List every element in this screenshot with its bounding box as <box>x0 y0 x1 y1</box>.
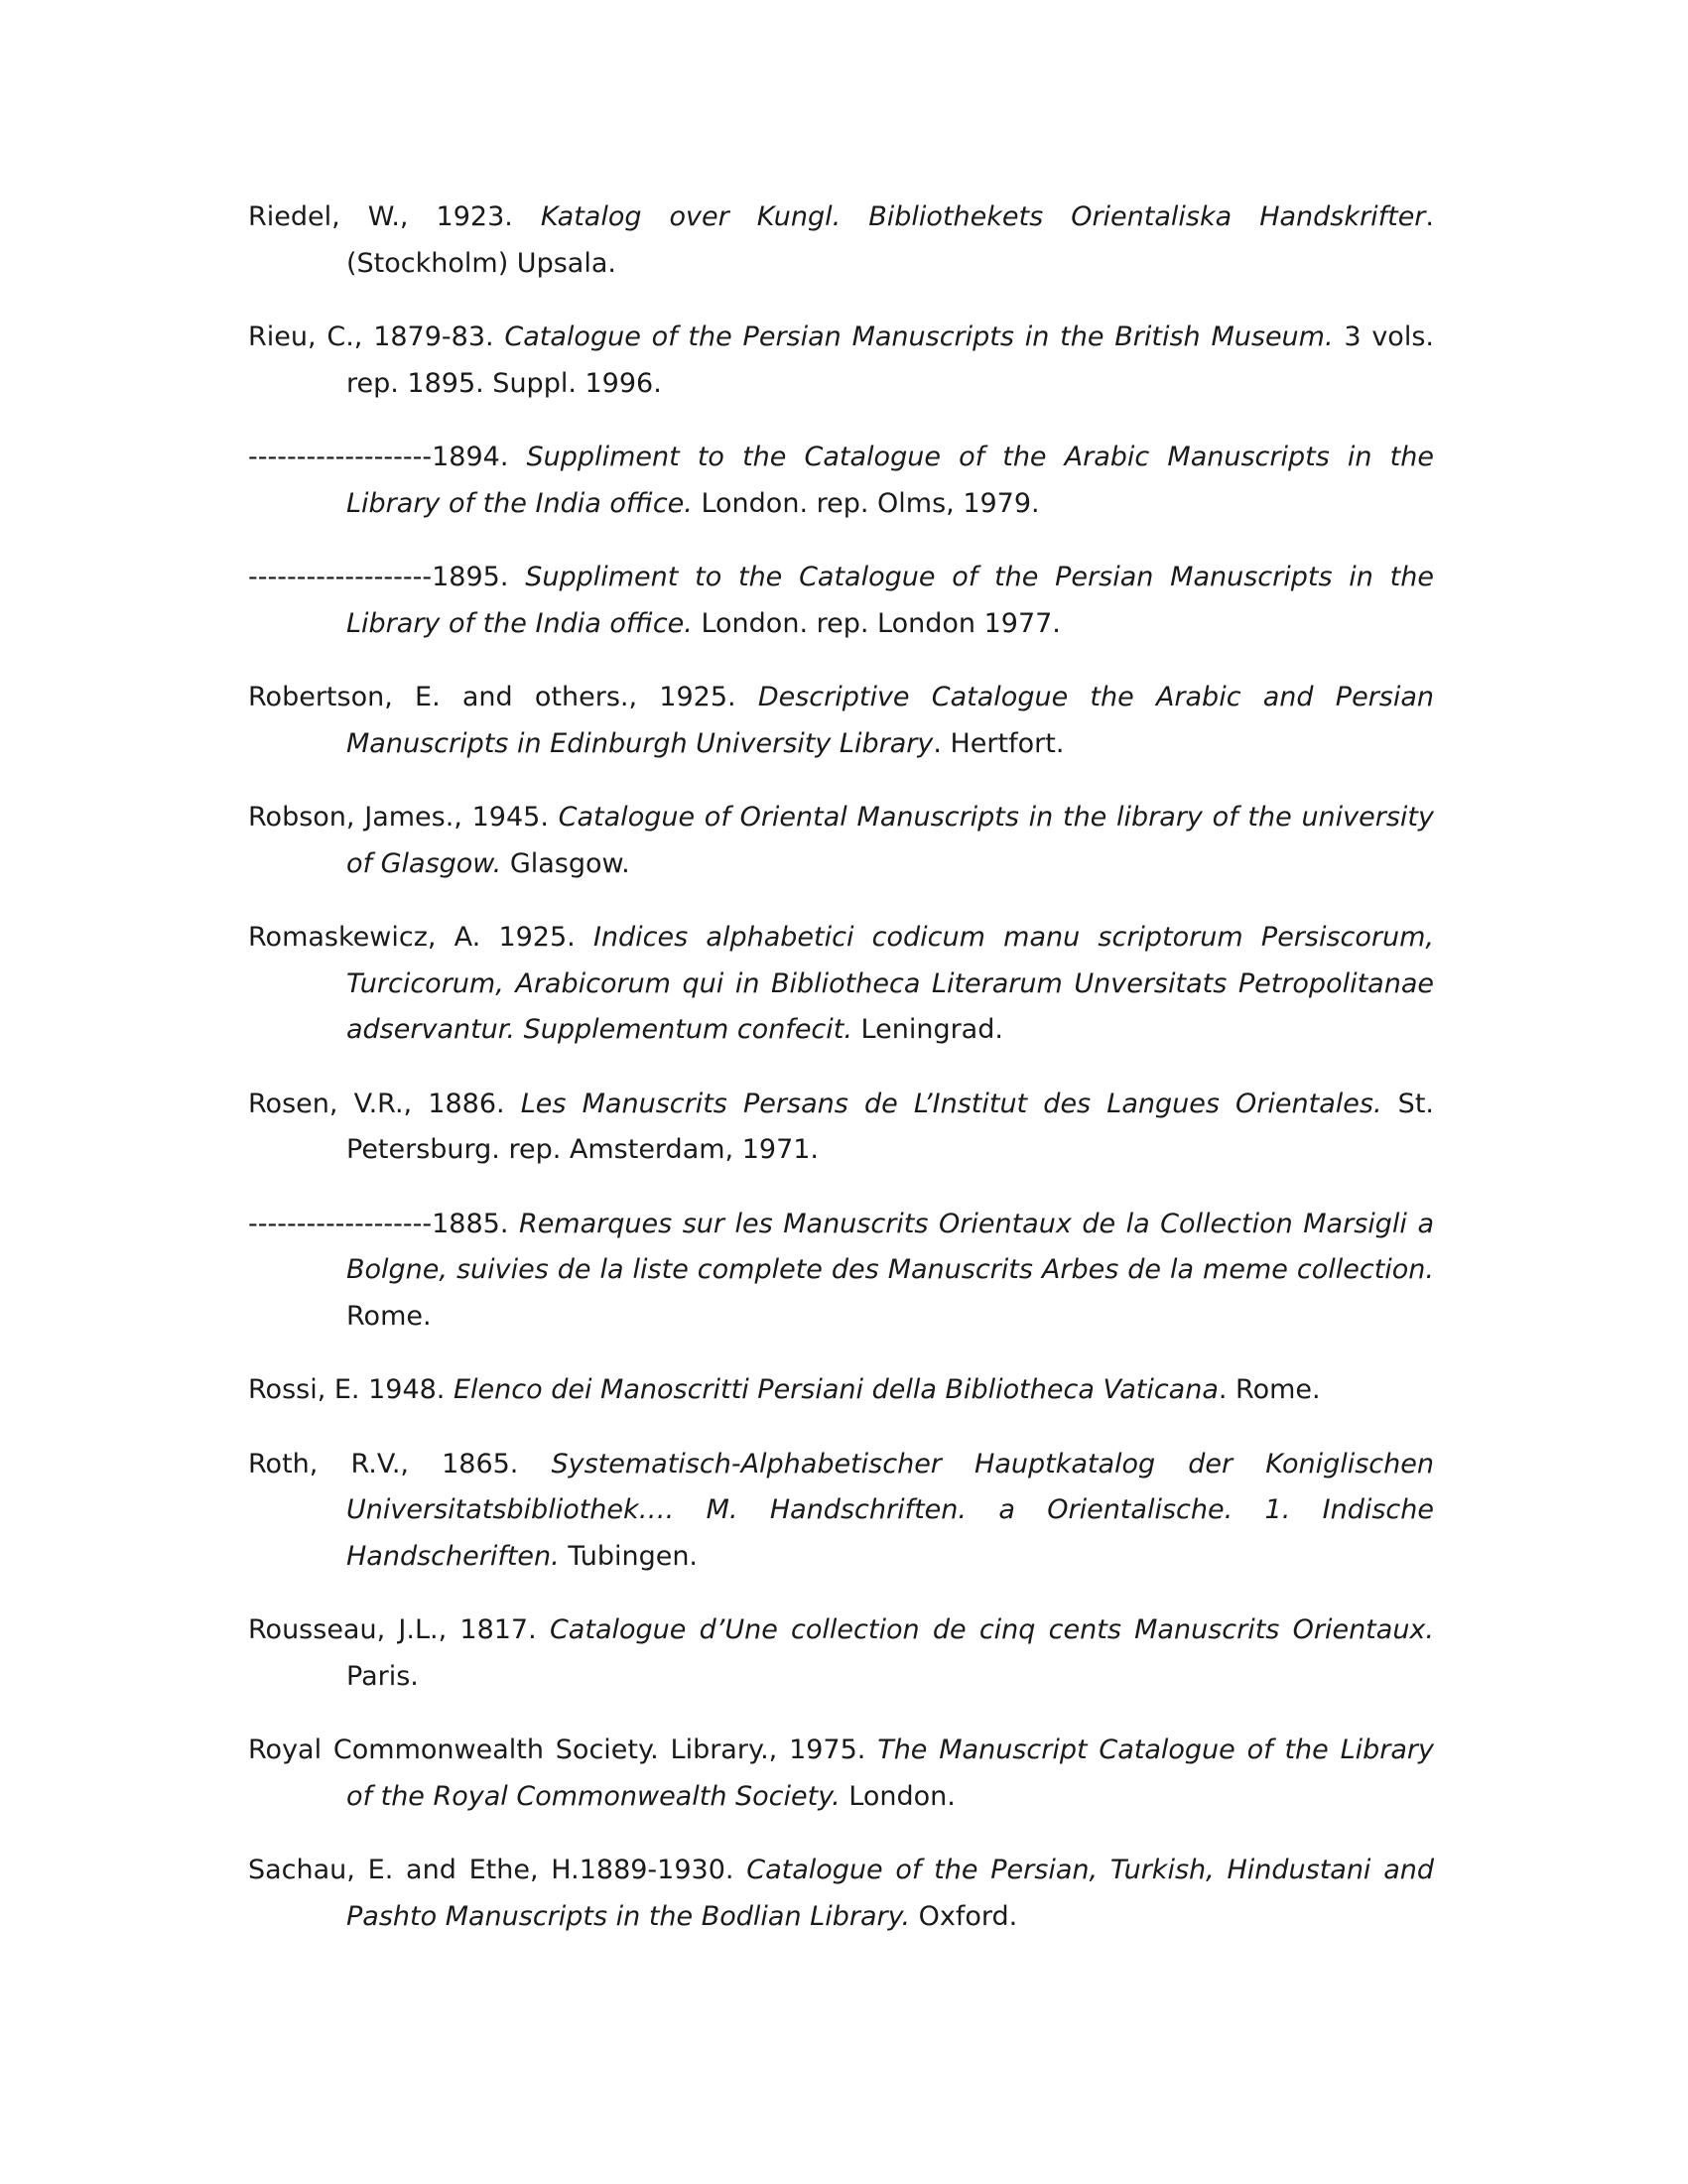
entry-publication: . (Stockholm) Upsala. <box>346 201 1434 279</box>
entry-publication: Tubingen. <box>559 1540 699 1572</box>
bibliography-entry <box>248 194 1434 287</box>
bibliography-entry <box>248 555 1434 647</box>
bibliography-entry <box>248 1607 1434 1700</box>
bibliography-entry <box>248 1728 1434 1820</box>
entry-title: Katalog over Kungl. Bibliothekets Orientaliska Handskrifter <box>540 201 1426 232</box>
entry-publication: London. <box>840 1780 956 1812</box>
entry-title: Catalogue of Oriental Manuscripts in the library of the university of Glasgow. <box>346 802 1434 879</box>
entry-author-date: Rousseau, J.L., 1817. <box>248 1614 550 1645</box>
entry-title: Indices alphabetici codicum manu scriptorum Persiscorum, Turcicorum, Arabicorum qui in Bibliotheca Literarum Unversitats Petropolitanae adservantur. Supplementum confecit. <box>346 922 1434 1045</box>
entry-title: Remarques sur les Manuscrits Orientaux de la Collection Marsigli a Bolgne, suivies de la liste complete des Manuscrits Arbes de la meme collection. <box>346 1208 1434 1285</box>
entry-publication: St. Petersburg. rep. Amsterdam, 1971. <box>346 1088 1434 1165</box>
bibliography-list <box>248 194 1434 1968</box>
bibliography-entry <box>248 1367 1434 1414</box>
entry-publication: Paris. <box>346 1660 419 1692</box>
bibliography-entry <box>248 795 1434 887</box>
bibliography-entry <box>248 1442 1434 1581</box>
entry-author-date: -------------------1895. <box>248 562 526 592</box>
entry-author-date: Roth, R.V., 1865. <box>248 1448 552 1479</box>
bibliography-entry <box>248 675 1434 767</box>
entry-publication: 3 vols. rep. 1895. Suppl. 1996. <box>346 321 1434 399</box>
entry-title: Catalogue of the Persian Manuscripts in the British Museum. <box>504 321 1334 352</box>
entry-title: Catalogue of the Persian, Turkish, Hindustani and Pashto Manuscripts in the Bodlian Library. <box>346 1855 1434 1932</box>
entry-author-date: Rieu, C., 1879-83. <box>248 321 505 352</box>
entry-title: Elenco dei Manoscritti Persiani della Bibliotheca Vaticana <box>453 1374 1219 1405</box>
entry-publication: . Rome. <box>1218 1374 1321 1405</box>
entry-publication: Leningrad. <box>851 1014 1003 1045</box>
bibliography-entry <box>248 1848 1434 1940</box>
entry-title: Suppliment to the Catalogue of the Persian Manuscripts in the Library of the India office. <box>346 562 1434 639</box>
entry-author-date: Sachau, E. and Ethe, H.1889-1930. <box>248 1855 747 1885</box>
entry-publication: London. rep. Olms, 1979. <box>692 487 1040 519</box>
entry-author-date: Robertson, E. and others., 1925. <box>248 682 758 712</box>
entry-title: Catalogue d’Une collection de cinq cents Manuscrits Orientaux. <box>549 1614 1434 1645</box>
bibliography-entry <box>248 435 1434 527</box>
entry-publication: Oxford. <box>910 1900 1018 1932</box>
entry-author-date: -------------------1894. <box>248 442 527 472</box>
bibliography-entry <box>248 315 1434 407</box>
entry-author-date: Rossi, E. 1948. <box>248 1374 454 1405</box>
entry-title: Suppliment to the Catalogue of the Arabic Manuscripts in the Library of the India office. <box>346 442 1434 519</box>
bibliography-entry <box>248 1202 1434 1341</box>
entry-author-date: Romaskewicz, A. 1925. <box>248 922 593 953</box>
entry-title: The Manuscript Catalogue of the Library of the Royal Commonwealth Society. <box>346 1734 1435 1812</box>
entry-author-date: Royal Commonwealth Society. Library., 1975. <box>248 1734 878 1765</box>
entry-author-date: Riedel, W., 1923. <box>248 201 541 232</box>
entry-publication: Glasgow. <box>501 847 630 879</box>
entry-title: Les Manuscrits Persans de L’Institut des Langues Orientales. <box>520 1088 1382 1119</box>
entry-author-date: Rosen, V.R., 1886. <box>248 1088 521 1119</box>
bibliography-entry <box>248 1082 1434 1174</box>
entry-publication: Rome. <box>346 1300 432 1332</box>
entry-publication: . Hertfort. <box>933 727 1065 759</box>
entry-author-date: Robson, James., 1945. <box>248 802 559 833</box>
entry-title: Systematisch-Alphabetischer Hauptkatalog der Koniglischen Universitatsbibliothek…. M. Handschriften. a Orientalische. 1. Indische Handscheriften. <box>346 1448 1434 1572</box>
entry-title: Descriptive Catalogue the Arabic and Persian Manuscripts in Edinburgh University Library <box>346 682 1435 759</box>
bibliography-entry <box>248 915 1434 1054</box>
entry-publication: London. rep. London 1977. <box>692 607 1061 639</box>
entry-author-date: -------------------1885. <box>248 1208 519 1239</box>
